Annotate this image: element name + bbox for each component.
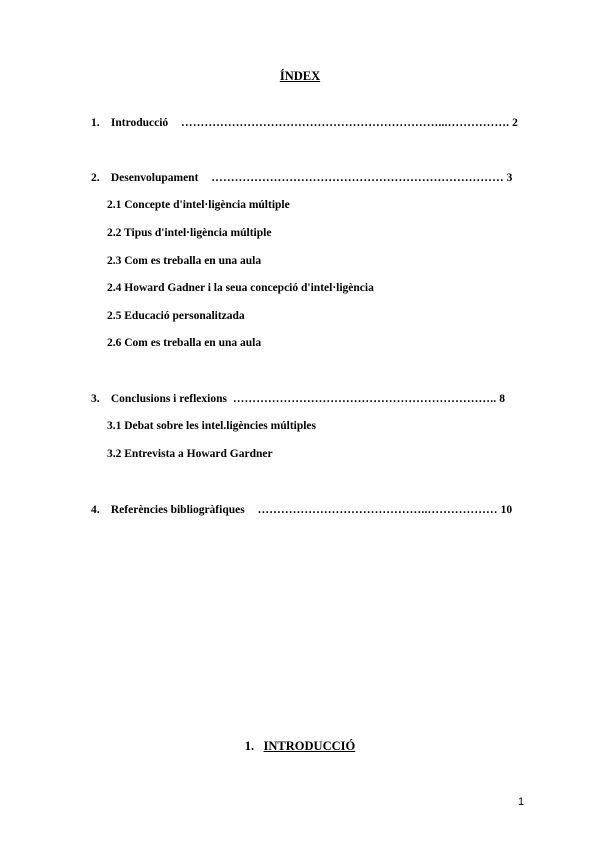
toc-leader-dots: …………………………………………………………………	[211, 172, 504, 184]
toc-subentry: 2.1 Concepte d'intel·ligència múltiple	[107, 199, 290, 211]
toc-subentry: 2.6 Com es treballa en una aula	[107, 337, 262, 349]
toc-entry-page: 10	[500, 504, 513, 516]
toc-entry-number: 3.	[91, 393, 100, 405]
toc-entry-conclusions	[91, 392, 505, 406]
toc-entry-label: Desenvolupament	[110, 172, 199, 184]
section-heading-number: 1.	[244, 739, 255, 753]
section-heading-title: INTRODUCCIÓ	[263, 739, 356, 753]
toc-subentry: 3.2 Entrevista a Howard Gardner	[107, 448, 273, 460]
toc-leader-dots: ……………………………………..………………	[257, 504, 498, 516]
toc-entry-label: Introducció	[110, 117, 169, 129]
toc-entry-number: 2.	[91, 172, 100, 184]
toc-entry-page: 2	[512, 117, 518, 129]
toc-entry-introduccio	[91, 116, 518, 130]
toc-entry-referencies	[91, 503, 512, 517]
toc-entry-page: 3	[506, 172, 513, 184]
toc-subentry: 2.3 Com es treballa en una aula	[107, 255, 262, 267]
toc-entry-number: 1.	[91, 117, 100, 129]
toc-entry-label: Conclusions i reflexions	[110, 393, 227, 405]
toc-entry-desenvolupament	[91, 171, 512, 185]
toc-entry-label: Referències bibliogràfiques	[110, 504, 245, 516]
toc-entry-number: 4.	[91, 504, 100, 516]
toc-entry-page: 8	[499, 393, 506, 405]
section-heading	[0, 739, 600, 754]
toc-subentry: 2.2 Tipus d'intel·ligència múltiple	[107, 227, 272, 239]
index-title: ÍNDEX	[279, 69, 321, 83]
toc-subentry: 2.4 Howard Gadner i la seua concepció d'intel·ligència	[107, 282, 374, 294]
page-number: 1	[518, 796, 525, 808]
toc-subentry: 2.5 Educació personalitzada	[107, 310, 245, 322]
toc-leader-dots: …………………………………………………………...…………….	[181, 117, 510, 129]
toc-leader-dots: …………………………………………………………..	[232, 393, 497, 405]
toc-subentry: 3.1 Debat sobre les intel.ligències múltiples	[107, 420, 317, 432]
